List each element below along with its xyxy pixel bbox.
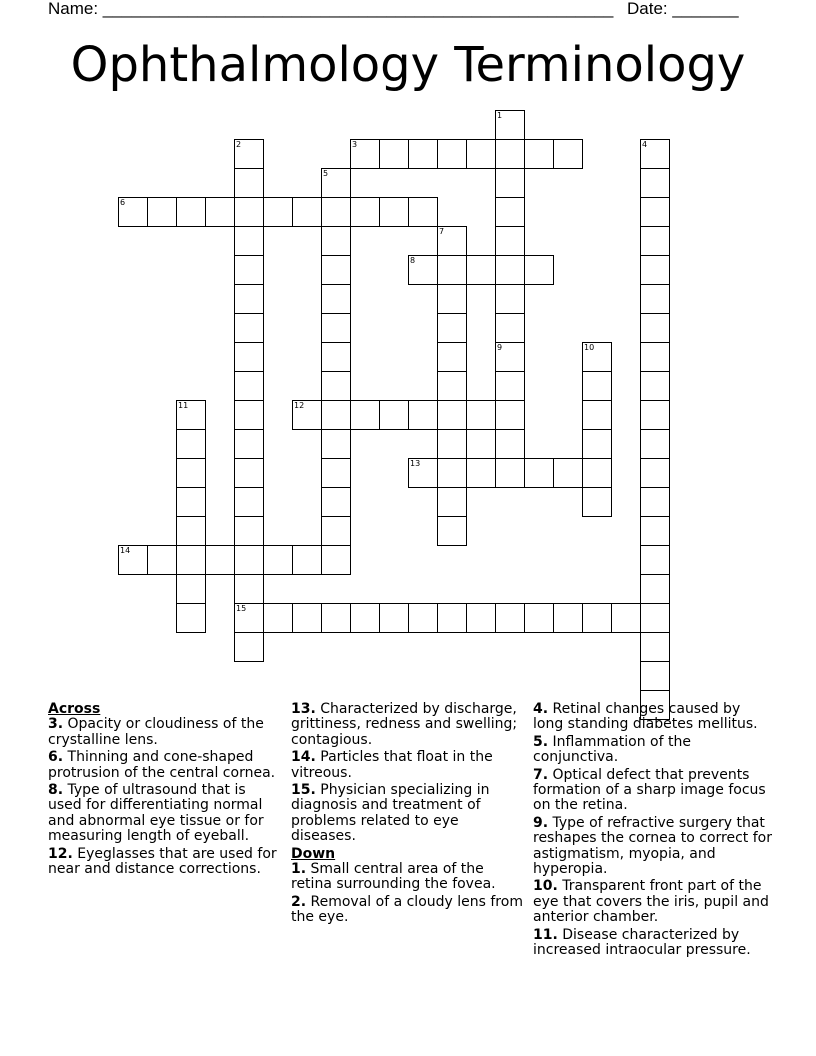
- clue-text: Small central area of the retina surrounding the fovea.: [291, 861, 496, 893]
- clue-number: 9.: [533, 814, 549, 831]
- clue-text: Retinal changes caused by long standing diabetes mellitus.: [533, 701, 758, 733]
- grid-clue-number: 9: [497, 343, 503, 352]
- page-title: Ophthalmology Terminology: [70, 37, 746, 93]
- grid-cell[interactable]: [466, 400, 496, 430]
- grid-cell[interactable]: [234, 255, 264, 285]
- grid-cell[interactable]: [640, 632, 670, 662]
- grid-cell[interactable]: [234, 487, 264, 517]
- clue: [291, 862, 526, 893]
- grid-cell[interactable]: [321, 226, 351, 256]
- grid-cell[interactable]: [495, 168, 525, 198]
- clue: [533, 702, 773, 733]
- grid-clue-number: 1: [497, 111, 503, 120]
- grid-cell[interactable]: [466, 603, 496, 633]
- grid-clue-number: 12: [294, 401, 305, 410]
- grid-cell[interactable]: [437, 284, 467, 314]
- grid-cell[interactable]: [611, 603, 641, 633]
- clue: [48, 750, 283, 781]
- grid-clue-number: 2: [236, 140, 242, 149]
- grid-cell[interactable]: [379, 400, 409, 430]
- grid-cell[interactable]: [640, 458, 670, 488]
- clue-number: 15.: [291, 782, 316, 799]
- grid-clue-number: 11: [178, 401, 189, 410]
- grid-cell[interactable]: [466, 139, 496, 169]
- grid-cell[interactable]: [524, 255, 554, 285]
- grid-cell[interactable]: [321, 603, 351, 633]
- clue: [533, 735, 773, 766]
- clue-text: Transparent front part of the eye that covers the iris, pupil and anterior chamber.: [533, 878, 769, 926]
- down-heading: Down: [291, 845, 336, 862]
- clue-list: [291, 702, 526, 845]
- grid-cell[interactable]: [147, 545, 177, 575]
- clue-text: Opacity or cloudiness of the crystalline lens.: [48, 716, 264, 748]
- grid-cell[interactable]: [437, 313, 467, 343]
- grid-cell[interactable]: [379, 197, 409, 227]
- clue-list: [48, 717, 283, 877]
- clue-number: 11.: [533, 926, 558, 943]
- clues-column-1: [48, 702, 283, 879]
- grid-cell[interactable]: [495, 197, 525, 227]
- clue-text: Type of ultrasound that is used for differentiating normal and abnormal eye tissue or for measuring length of eyeball.: [48, 782, 264, 845]
- grid-cell[interactable]: [437, 603, 467, 633]
- grid-clue-number: 4: [642, 140, 648, 149]
- grid-cell[interactable]: [495, 139, 525, 169]
- grid-cell[interactable]: [321, 371, 351, 401]
- grid-cell[interactable]: [437, 487, 467, 517]
- grid-cell[interactable]: [379, 603, 409, 633]
- grid-cell[interactable]: [176, 516, 206, 546]
- clue-text: Disease characterized by increased intraocular pressure.: [533, 926, 751, 959]
- grid-clue-number: 10: [584, 343, 595, 352]
- grid-cell[interactable]: [176, 429, 206, 459]
- clue-number: 7.: [533, 766, 549, 783]
- grid-cell[interactable]: [640, 342, 670, 372]
- grid-cell[interactable]: [640, 487, 670, 517]
- grid-cell[interactable]: [553, 139, 583, 169]
- grid-cell[interactable]: [524, 139, 554, 169]
- grid-cell[interactable]: [640, 313, 670, 343]
- clue-list: [533, 702, 773, 959]
- grid-cell[interactable]: [176, 487, 206, 517]
- grid-cell[interactable]: [582, 429, 612, 459]
- grid-cell[interactable]: [640, 429, 670, 459]
- grid-cell[interactable]: [321, 313, 351, 343]
- grid-cell[interactable]: [437, 516, 467, 546]
- grid-cell[interactable]: [321, 516, 351, 546]
- grid-cell[interactable]: [640, 226, 670, 256]
- grid-cell[interactable]: [553, 458, 583, 488]
- grid-cell[interactable]: [321, 429, 351, 459]
- grid-cell[interactable]: [234, 516, 264, 546]
- date-field[interactable]: Date: _______: [627, 0, 739, 18]
- grid-cell[interactable]: [176, 458, 206, 488]
- grid-cell[interactable]: [350, 400, 380, 430]
- clue-number: 12.: [48, 845, 73, 862]
- grid-cell[interactable]: [524, 603, 554, 633]
- grid-cell[interactable]: [234, 342, 264, 372]
- grid-clue-number: 3: [352, 140, 358, 149]
- grid-cell[interactable]: [640, 661, 670, 691]
- grid-cell[interactable]: [408, 139, 438, 169]
- grid-cell[interactable]: [408, 400, 438, 430]
- clue-number: 5.: [533, 733, 549, 750]
- grid-clue-number: 5: [323, 169, 329, 178]
- clue: [291, 702, 526, 748]
- grid-clue-number: 13: [410, 459, 421, 468]
- grid-cell[interactable]: [263, 197, 293, 227]
- clue-text: Thinning and cone-shaped protrusion of the central cornea.: [48, 749, 276, 781]
- grid-cell[interactable]: [437, 139, 467, 169]
- grid-cell[interactable]: [350, 603, 380, 633]
- clue: [48, 847, 283, 878]
- clue: [48, 783, 283, 845]
- clue: [291, 750, 526, 781]
- grid-cell[interactable]: [176, 197, 206, 227]
- grid-cell[interactable]: [640, 400, 670, 430]
- grid-cell[interactable]: [263, 545, 293, 575]
- clue-text: Physician specializing in diagnosis and treatment of problems related to eye diseases.: [291, 782, 490, 845]
- grid-cell[interactable]: [495, 284, 525, 314]
- grid-cell[interactable]: [176, 574, 206, 604]
- grid-cell[interactable]: [321, 197, 351, 227]
- grid-cell[interactable]: [205, 545, 235, 575]
- grid-cell[interactable]: [495, 603, 525, 633]
- clue-number: 13.: [291, 701, 316, 717]
- grid-cell[interactable]: [234, 632, 264, 662]
- grid-cell[interactable]: [321, 342, 351, 372]
- grid-cell[interactable]: [640, 545, 670, 575]
- grid-cell[interactable]: [263, 603, 293, 633]
- grid-cell[interactable]: [437, 342, 467, 372]
- clue-number: 6.: [48, 749, 64, 766]
- grid-cell[interactable]: [234, 371, 264, 401]
- clue-text: Eyeglasses that are used for near and distance corrections.: [48, 845, 277, 878]
- grid-cell[interactable]: [437, 255, 467, 285]
- grid-cell[interactable]: [321, 458, 351, 488]
- clue: [291, 895, 526, 926]
- grid-cell[interactable]: [379, 139, 409, 169]
- grid-cell[interactable]: [234, 226, 264, 256]
- grid-cell[interactable]: [640, 284, 670, 314]
- grid-clue-number: 8: [410, 256, 416, 265]
- grid-cell[interactable]: [234, 168, 264, 198]
- grid-cell[interactable]: [524, 458, 554, 488]
- grid-cell[interactable]: [495, 255, 525, 285]
- grid-cell[interactable]: [495, 226, 525, 256]
- grid-cell[interactable]: [466, 458, 496, 488]
- name-field[interactable]: Name: ______________________________________________________: [48, 0, 614, 18]
- grid-cell[interactable]: [408, 603, 438, 633]
- clues-column-2: [291, 702, 526, 928]
- grid-cell[interactable]: [234, 574, 264, 604]
- grid-cell[interactable]: [147, 197, 177, 227]
- clue-text: Characterized by discharge, grittiness, redness and swelling; contagious.: [291, 701, 518, 748]
- clue-number: 3.: [48, 716, 64, 733]
- clue-number: 8.: [48, 782, 64, 799]
- grid-cell[interactable]: [234, 545, 264, 575]
- clue: [533, 768, 773, 814]
- grid-cell[interactable]: [234, 400, 264, 430]
- clue-text: Removal of a cloudy lens from the eye.: [291, 893, 523, 926]
- grid-cell[interactable]: [321, 487, 351, 517]
- clue: [533, 928, 773, 959]
- grid-cell[interactable]: [495, 371, 525, 401]
- grid-cell[interactable]: [408, 197, 438, 227]
- grid-cell[interactable]: [234, 284, 264, 314]
- grid-cell[interactable]: [321, 545, 351, 575]
- grid-cell[interactable]: [437, 429, 467, 459]
- grid-cell[interactable]: [582, 487, 612, 517]
- grid-cell[interactable]: [234, 197, 264, 227]
- clue-text: Optical defect that prevents formation of a sharp image focus on the retina.: [533, 766, 766, 814]
- grid-cell[interactable]: [350, 197, 380, 227]
- grid-cell[interactable]: [321, 284, 351, 314]
- grid-cell[interactable]: [582, 400, 612, 430]
- grid-cell[interactable]: [582, 458, 612, 488]
- grid-cell[interactable]: [176, 545, 206, 575]
- clue-text: Inflammation of the conjunctiva.: [533, 733, 691, 766]
- grid-cell[interactable]: [234, 458, 264, 488]
- grid-cell[interactable]: [292, 603, 322, 633]
- grid-cell[interactable]: [466, 255, 496, 285]
- grid-cell[interactable]: [437, 371, 467, 401]
- clue-text: Particles that float in the vitreous.: [291, 749, 493, 781]
- grid-cell[interactable]: [640, 371, 670, 401]
- grid-cell[interactable]: [640, 168, 670, 198]
- grid-cell[interactable]: [495, 458, 525, 488]
- clue-number: 1.: [291, 861, 307, 878]
- grid-cell[interactable]: [321, 400, 351, 430]
- grid-cell[interactable]: [205, 197, 235, 227]
- grid-cell[interactable]: [234, 313, 264, 343]
- grid-cell[interactable]: [321, 255, 351, 285]
- grid-cell[interactable]: [495, 429, 525, 459]
- clue-number: 2.: [291, 893, 307, 910]
- grid-cell[interactable]: [582, 603, 612, 633]
- grid-cell[interactable]: [640, 574, 670, 604]
- grid-cell[interactable]: [437, 400, 467, 430]
- grid-cell[interactable]: [495, 313, 525, 343]
- grid-cell[interactable]: [292, 545, 322, 575]
- grid-cell[interactable]: [553, 603, 583, 633]
- clue-number: 10.: [533, 878, 558, 895]
- grid-cell[interactable]: [640, 255, 670, 285]
- clue-number: 14.: [291, 749, 316, 766]
- clues-column-3: [533, 702, 773, 961]
- clue: [291, 783, 526, 845]
- grid-clue-number: 6: [120, 198, 126, 207]
- grid-cell[interactable]: [437, 458, 467, 488]
- grid-clue-number: 14: [120, 546, 131, 555]
- grid-cell[interactable]: [176, 603, 206, 633]
- across-heading: Across: [48, 701, 101, 717]
- clue-number: 4.: [533, 701, 549, 717]
- grid-clue-number: 15: [236, 604, 247, 613]
- grid-cell[interactable]: [234, 429, 264, 459]
- grid-cell[interactable]: [495, 400, 525, 430]
- grid-cell[interactable]: [640, 197, 670, 227]
- clue-list: [291, 862, 526, 926]
- grid-cell[interactable]: [292, 197, 322, 227]
- grid-cell[interactable]: [640, 603, 670, 633]
- clue: [533, 816, 773, 878]
- clue-text: Type of refractive surgery that reshapes the cornea to correct for astigmatism, myopia, and hyperopia.: [533, 814, 772, 878]
- grid-cell[interactable]: [582, 371, 612, 401]
- grid-cell[interactable]: [640, 516, 670, 546]
- clue: [533, 879, 773, 925]
- clue: [48, 717, 283, 748]
- grid-clue-number: 7: [439, 227, 445, 236]
